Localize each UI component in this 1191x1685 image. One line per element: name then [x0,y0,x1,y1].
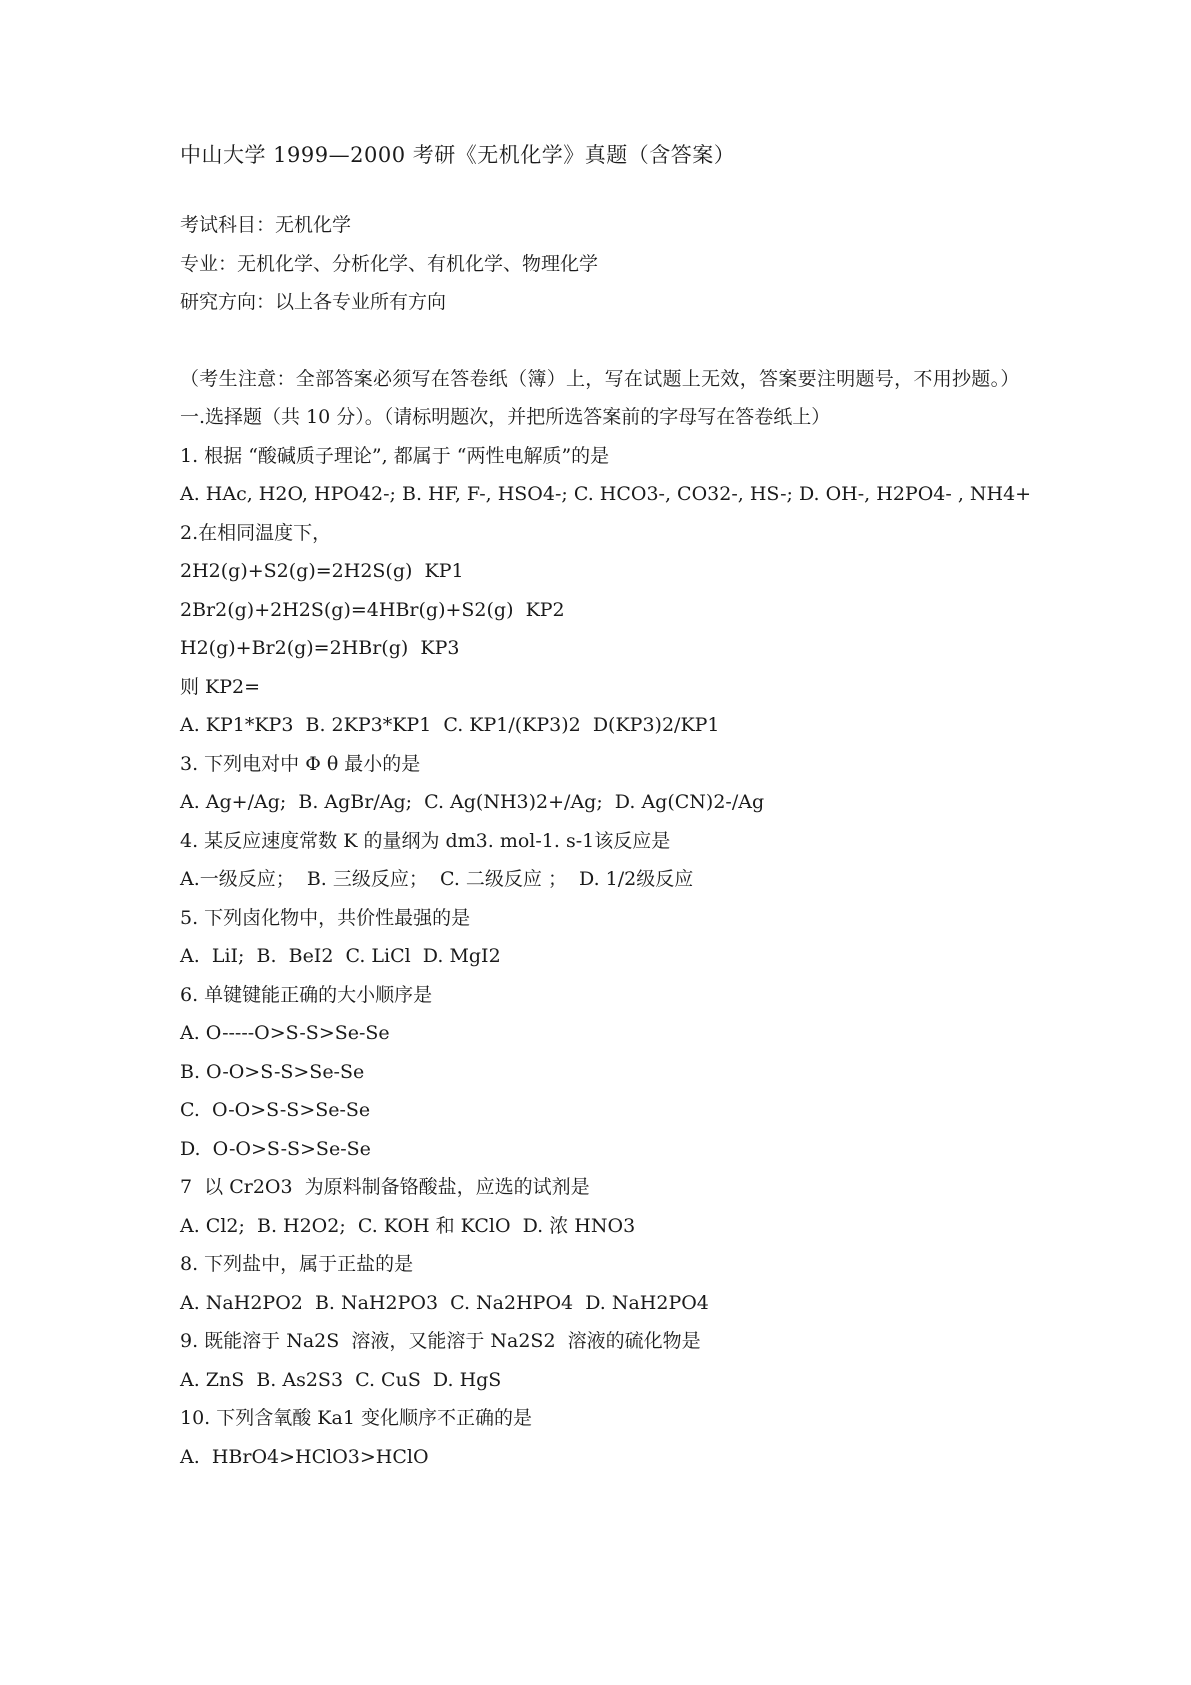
page-title: 中山大学 1999—2000 考研《无机化学》真题（含答案） [180,143,736,167]
text-line: A. HAc, H2O, HPO42-; B. HF, F-, HSO4-; C. HCO3-, CO32-, HS-; D. OH-, H2PO4- , NH4+ [180,483,1032,505]
text-line: 5. 下列卤化物中，共价性最强的是 [180,906,471,929]
text-line: B. O-O>S-S>Se-Se [180,1060,365,1083]
text-line: A. KP1*KP3 B. 2KP3*KP1 C. KP1/(KP3)2 D(KP3)2/KP1 [180,714,720,736]
text-line: 1. 根据 “酸碱质子理论”, 都属于 “两性电解质”的是 [180,444,610,467]
question-list [180,398,1040,1476]
text-line: 8. 下列盐中，属于正盐的是 [180,1253,414,1275]
text-line: A.一级反应； B. 三级反应； C. 二级反应 ； D. 1/2级反应 [180,868,694,890]
text-line: A. LiI; B. BeI2 C. LiCl D. MgI2 [180,945,501,967]
text-line: 6. 单键键能正确的大小顺序是 [180,983,433,1006]
text-line: A. O-----O>S-S>Se-Se [180,1022,390,1044]
text-line: 10. 下列含氧酸 Ka1 变化顺序不正确的是 [180,1407,532,1429]
text-line: A. NaH2PO2 B. NaH2PO3 C. Na2HPO4 D. NaH2PO4 [180,1291,709,1314]
exam-subject: 考试科目：无机化学 [180,214,352,236]
text-line: 9. 既能溶于 Na2S 溶液，又能溶于 Na2S2 溶液的硫化物是 [180,1330,701,1352]
text-line: A. Ag+/Ag; B. AgBr/Ag; C. Ag(NH3)2+/Ag; D. Ag(CN)2-/Ag [180,791,765,813]
exam-major: 专业：无机化学、分析化学、有机化学、物理化学 [180,252,599,275]
exam-direction: 研究方向：以上各专业所有方向 [180,291,447,313]
text-line: 7 以 Cr2O3 为原料制备铬酸盐，应选的试剂是 [180,1176,590,1198]
text-line: 2H2(g)+S2(g)=2H2S(g) KP1 [180,560,464,582]
text-line: A. ZnS B. As2S3 C. CuS D. HgS [180,1368,502,1391]
text-line: D. O-O>S-S>Se-Se [180,1137,371,1160]
text-line: H2(g)+Br2(g)=2HBr(g) KP3 [180,637,460,659]
text-line: 4. 某反应速度常数 K 的量纲为 dm3. mol-1. s-1该反应是 [180,829,671,852]
text-line: 2.在相同温度下， [180,521,332,544]
text-line: 3. 下列电对中 Φ θ 最小的是 [180,752,421,775]
text-line: A. Cl2; B. H2O2; C. KOH 和 KClO D. 浓 HNO3 [180,1214,636,1237]
text-line: 一.选择题（共 10 分）。（请标明题次，并把所选答案前的字母写在答卷纸上） [180,406,831,428]
document-body [180,140,1040,1476]
text-line: 2Br2(g)+2H2S(g)=4HBr(g)+S2(g) KP2 [180,598,565,621]
exam-meta [180,206,1040,322]
exam-notice: （考生注意：全部答案必须写在答卷纸（簿）上，写在试题上无效，答案要注明题号，不用抄题。） [180,367,1020,390]
text-line: A. HBrO4>HClO3>HClO [180,1445,429,1468]
text-line: C. O-O>S-S>Se-Se [180,1099,371,1121]
text-line: 则 KP2= [180,675,261,698]
